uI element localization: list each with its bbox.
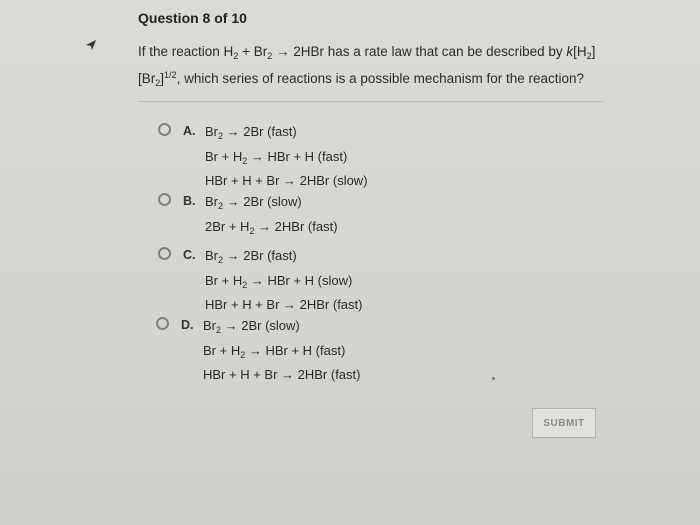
answer-option-d[interactable] (156, 316, 360, 385)
submit-button[interactable]: SUBMIT (532, 408, 596, 438)
option-text (205, 246, 362, 315)
reaction-line: $Br_2 \to 2Br$ (slow) (203, 318, 300, 335)
option-letter: B. (183, 194, 196, 208)
divider (138, 101, 604, 102)
answer-option-b[interactable] (158, 192, 338, 241)
radio-button-c[interactable] (158, 247, 171, 260)
reaction-line: HBr + H + Br → 2HBr (fast) (205, 297, 363, 312)
reaction-line: $Br_2 \to 2Br$ (fast) (205, 124, 297, 141)
reaction-line: $Br + H_2$ → HBr + H (fast) (203, 342, 346, 360)
reaction-line: $Br_2 \to 2Br$ (slow) (205, 194, 302, 211)
reaction-line: $Br + H_2$ → HBr + H (slow) (205, 272, 353, 290)
option-text (203, 316, 360, 385)
reaction-line: $2Br + H_2 \to 2HBr$ (fast) (205, 218, 338, 236)
question-prompt: If the reaction $H_2 + Br_2 \to 2HBr$ has a rate law that can be described by $k[H_2]$ $[Br_2]^{1/2}$, which series of reactions is a possible mechanism for the reaction? (138, 44, 596, 88)
question-counter: Question 8 of 10 (138, 10, 247, 26)
reaction-line: $Br_2 \to 2Br$ (fast) (205, 248, 297, 265)
answer-option-a[interactable] (158, 122, 368, 191)
option-text (205, 122, 368, 191)
reaction-line: HBr + H + Br → 2HBr (fast) (203, 367, 361, 382)
radio-button-b[interactable] (158, 193, 171, 206)
reaction-line: $Br + H_2$ → HBr + H (fast) (205, 148, 348, 166)
answer-option-c[interactable] (158, 246, 362, 315)
radio-button-a[interactable] (158, 123, 171, 136)
option-letter: A. (183, 124, 196, 138)
option-letter: D. (181, 318, 194, 332)
option-letter: C. (183, 248, 196, 262)
option-text (205, 192, 338, 241)
radio-button-d[interactable] (156, 317, 169, 330)
stray-dot (492, 377, 495, 380)
reaction-line: HBr + H + Br → 2HBr (slow) (205, 173, 368, 188)
cursor-arrow-icon (84, 38, 98, 52)
